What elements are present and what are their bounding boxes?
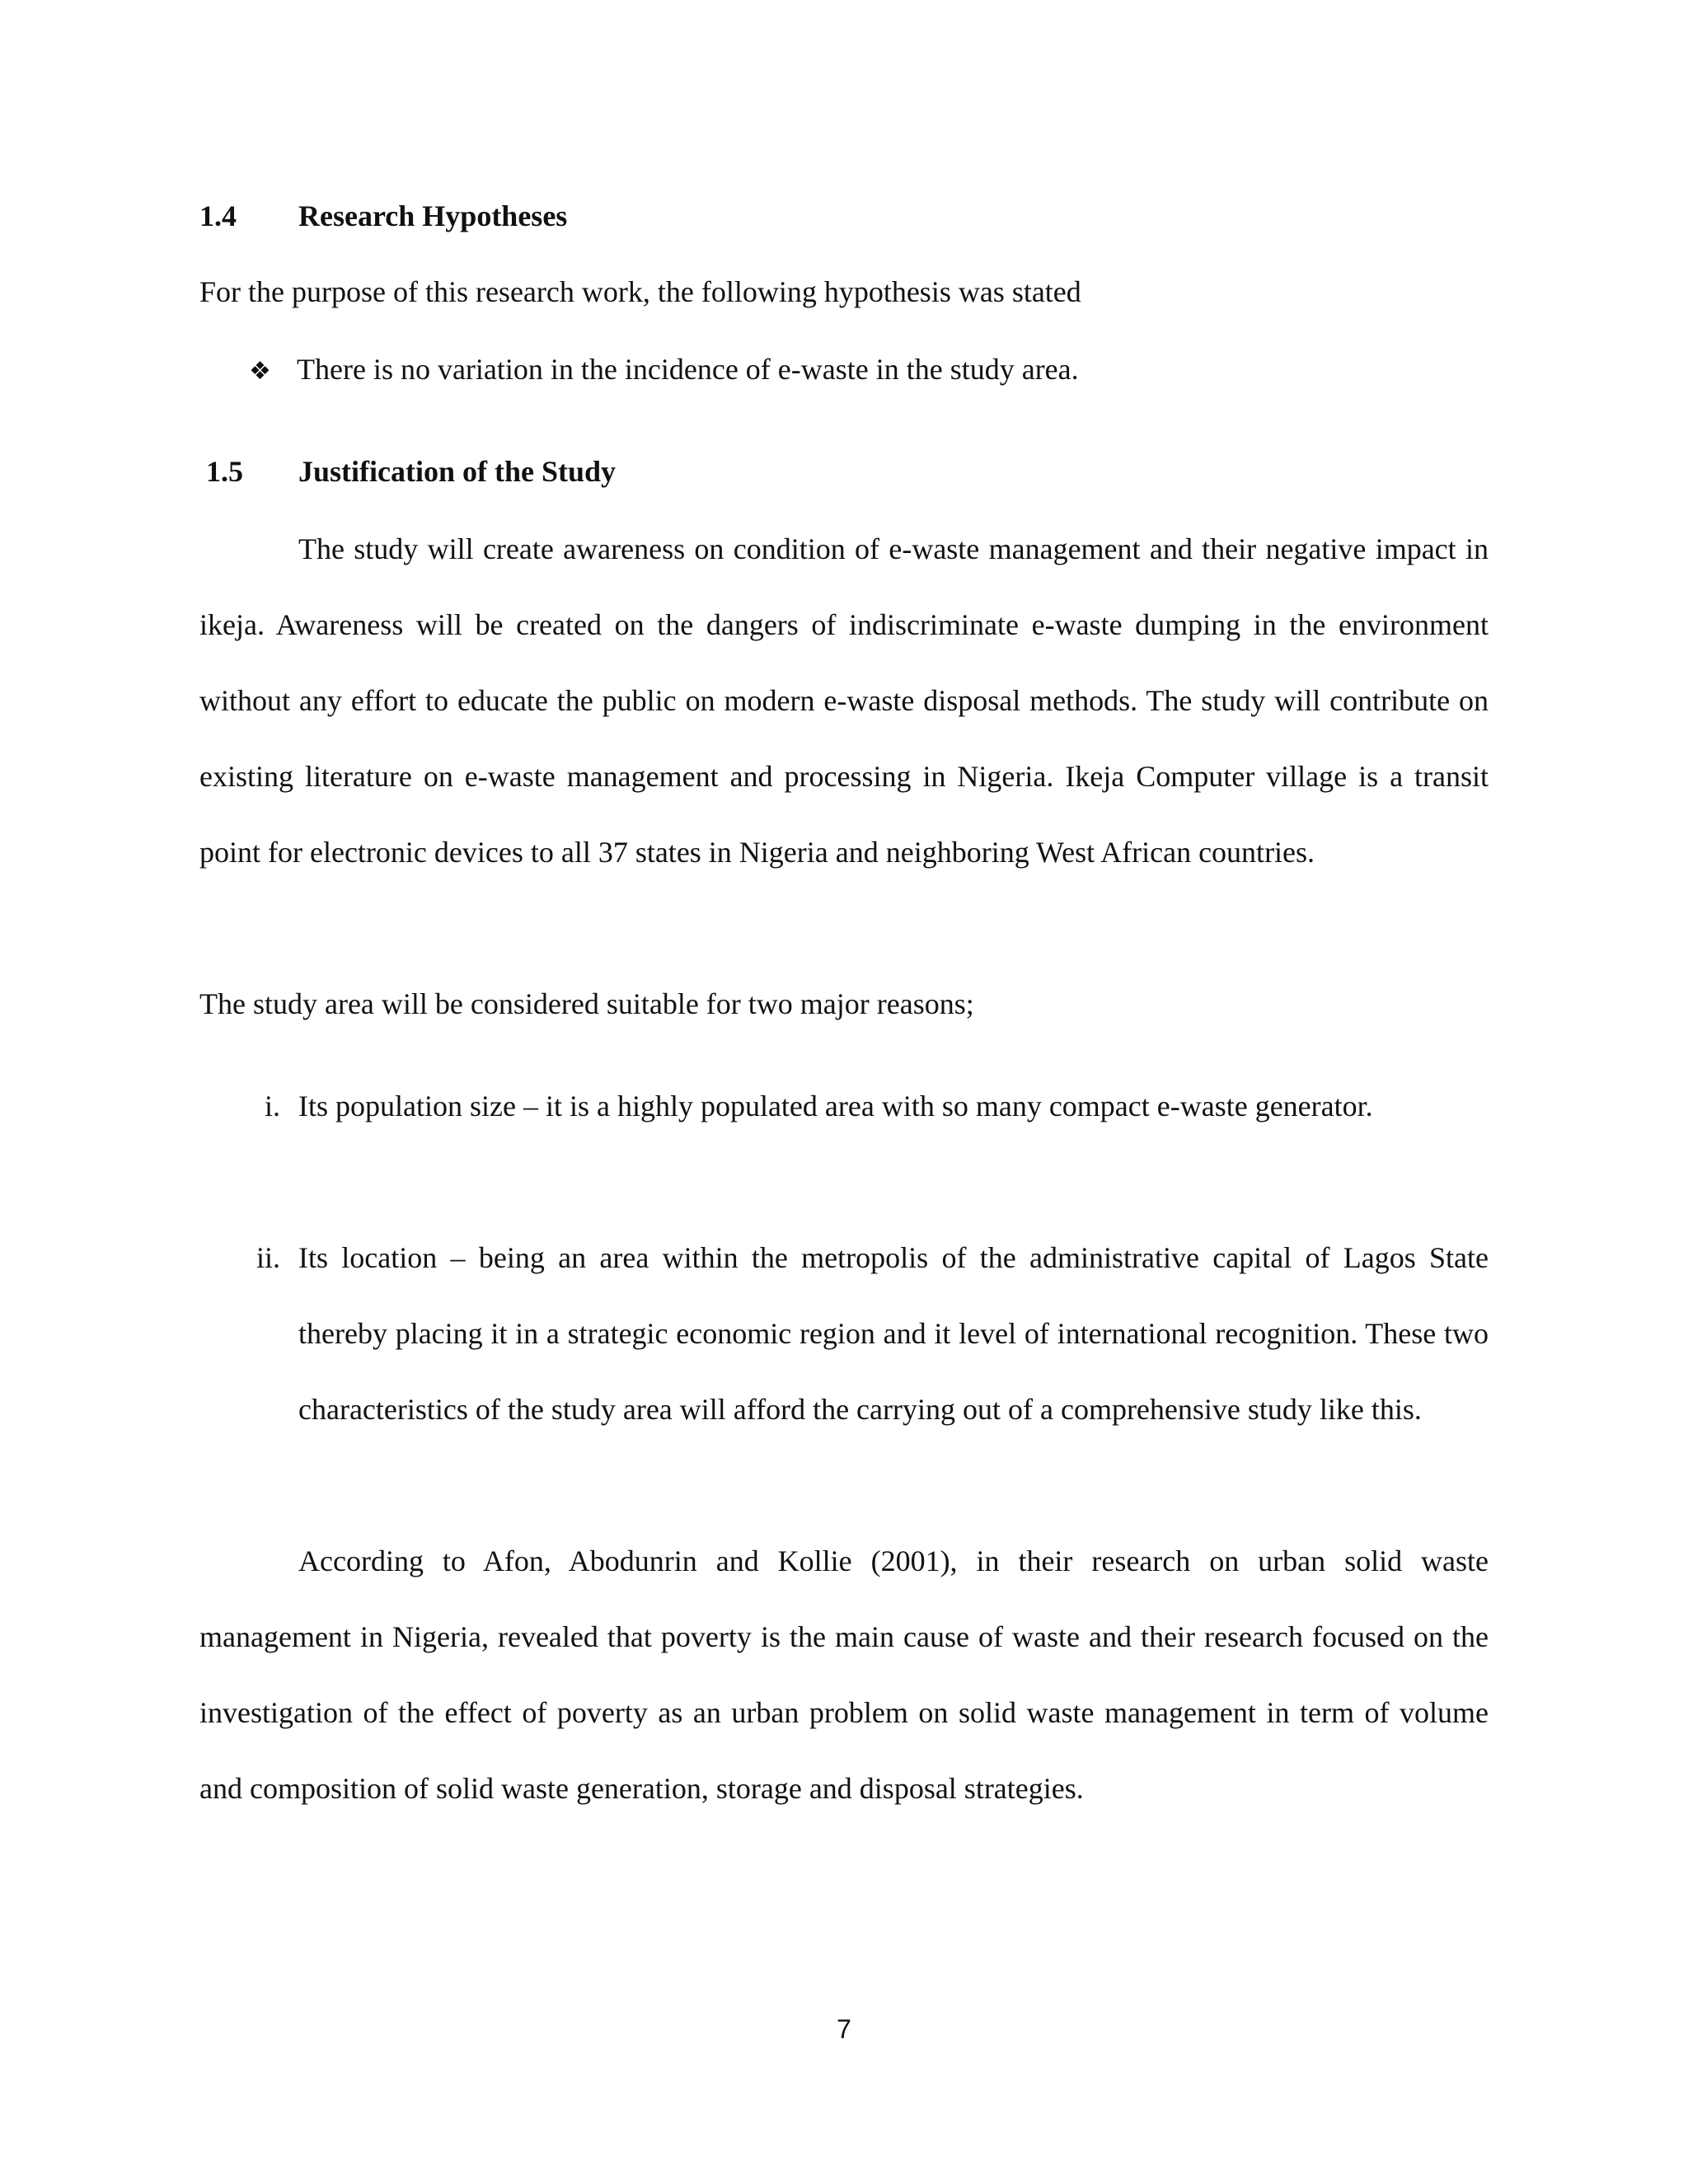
reason-text: Its location – being an area within the metropolis of the administrative capital of Lagos State thereby placing it in a strategic economic region and it level of international recognition. These two characteristics of the study area will afford the carrying out of a comprehensive study like this. [298, 1241, 1489, 1426]
hypothesis-list-item [249, 351, 1079, 390]
section-heading-research-hypotheses [199, 198, 567, 234]
reason-text: Its population size – it is a highly populated area with so many compact e-waste generator. [298, 1090, 1373, 1122]
reasons-intro: The study area will be considered suitable for two major reasons; [199, 987, 974, 1020]
list-marker: ii. [256, 1241, 280, 1274]
hypothesis-intro: For the purpose of this research work, the following hypothesis was stated [199, 275, 1081, 308]
page-number: 7 [837, 2014, 851, 2044]
section-title: Justification of the Study [298, 455, 617, 488]
section-number: 1.4 [199, 199, 237, 232]
paragraph-text: The study will create awareness on condition of e-waste management and their negative impact in ikeja. Awareness will be created on the dangers of indiscriminate e-waste dumping in the environment without any effort to educate the public on modern e-waste disposal methods. The study will contribute on existing literature on e-waste management and processing in Nigeria. Ikeja Computer village is a transit point for electronic devices to all 37 states in Nigeria and neighboring West African countries. [199, 532, 1489, 869]
list-marker: i. [264, 1090, 280, 1122]
section-title: Research Hypotheses [298, 199, 568, 232]
justification-paragraph [199, 511, 1489, 890]
section-number: 1.5 [206, 455, 243, 488]
afon-paragraph [199, 1523, 1489, 1826]
paragraph-text: According to Afon, Abodunrin and Kollie (2001), in their research on urban solid waste management in Nigeria, revealed that poverty is the main cause of waste and their research focused on the investigation of the effect of poverty as an urban problem on solid waste management in term of volume and composition of solid waste generation, storage and disposal strategies. [199, 1544, 1489, 1805]
diamond-bullet-icon: ❖ [249, 357, 271, 386]
section-heading-justification [206, 453, 616, 490]
reason-list-item [199, 1220, 1489, 1447]
hypothesis-text: There is no variation in the incidence of e-waste in the study area. [297, 353, 1079, 386]
reason-list-item [199, 1068, 1489, 1144]
